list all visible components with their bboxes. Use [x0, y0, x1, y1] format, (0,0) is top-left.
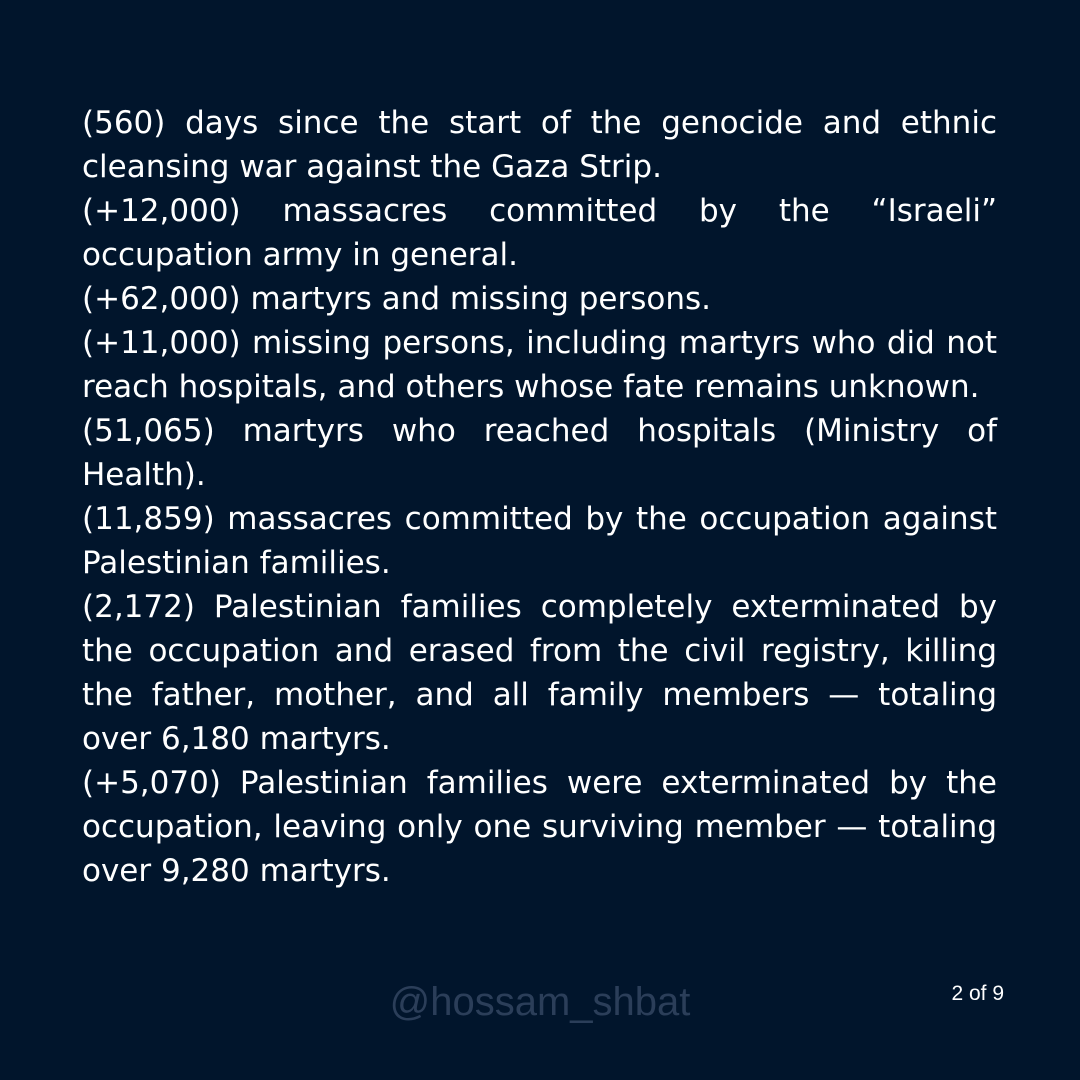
stat-days: (560) days since the start of the genocide and ethnic cleansing war against the Gaza Strip.	[82, 105, 997, 185]
stat-missing-persons: (+11,000) missing persons, including martyrs who did not reach hospitals, and others whose fate remains unknown.	[82, 325, 997, 405]
stat-massacres-families: (11,859) massacres committed by the occupation against Palestinian families.	[82, 501, 997, 581]
stat-martyrs-hospitals: (51,065) martyrs who reached hospitals (Ministry of Health).	[82, 413, 997, 493]
stat-families-one-survivor: (+5,070) Palestinian families were exterminated by the occupation, leaving only one surviving member — totaling over 9,280 martyrs.	[82, 765, 997, 889]
stat-families-exterminated: (2,172) Palestinian families completely exterminated by the occupation and erased from the civil registry, killing the father, mother, and all family members — totaling over 6,180 martyrs.	[82, 589, 997, 757]
stat-martyrs-and-missing: (+62,000) martyrs and missing persons.	[82, 281, 712, 317]
stat-massacres-general: (+12,000) massacres committed by the “Israeli” occupation army in general.	[82, 193, 997, 273]
author-handle-watermark: @hossam_shbat	[389, 980, 691, 1024]
page-indicator: 2 of 9	[951, 982, 1004, 1005]
stats-list	[82, 101, 997, 893]
